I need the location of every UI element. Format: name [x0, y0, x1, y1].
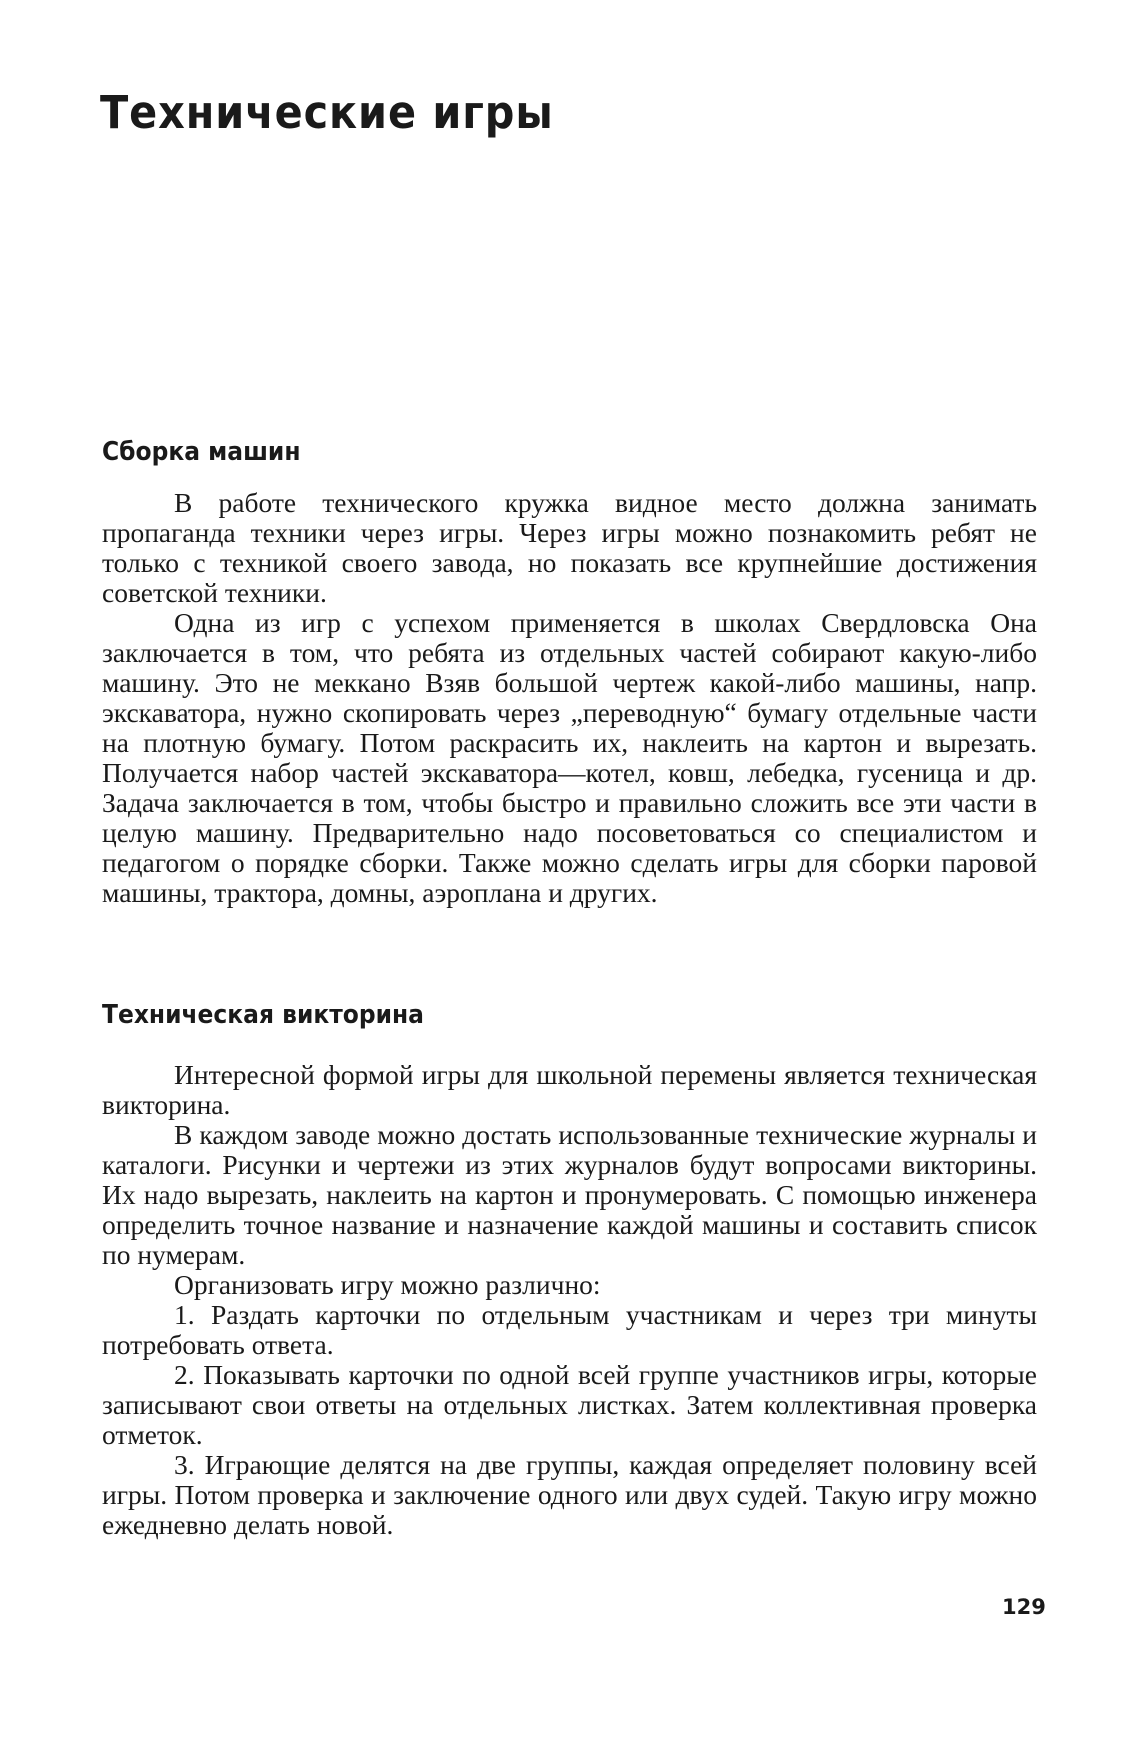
list-item: 1. Раздать карточки по отдельным участникам и через три минуты потребовать ответа.: [102, 1299, 1037, 1360]
paragraph: В работе технического кружка видное место должна занимать пропаганда техники через игры. Через игры можно познакомить ребят не только с техникой своего завода, но показать все крупнейшие достижения советской техники.: [102, 487, 1037, 608]
section-body-assembly: [102, 488, 1037, 908]
paragraph: Одна из игр с успехом применяется в школах Свердловска Она заключается в том, что ребята из отдельных частей собирают какую-либо машину. Это не меккано Взяв большой чертеж какой-либо машины, напр. экскаватора, нужно скопировать через „переводную“ бумагу отдельные части на плотную бумагу. Потом раскрасить их, наклеить на картон и вырезать. Получается набор частей экскаватора—котел, ковш, лебедка, гусеница и др. Задача заключается в том, чтобы быстро и правильно сложить все эти части в целую машину. Предварительно надо посоветоваться со специалистом и педагогом о порядке сборки. Также можно сделать игры для сборки паровой машины, трактора, домны, аэроплана и других.: [102, 607, 1037, 908]
paragraph: В каждом заводе можно достать использованные технические журналы и каталоги. Рисунки и чертежи из этих журналов будут вопросами викторины. Их надо вырезать, наклеить на картон и пронумеровать. С помощью инженера определить точное название и назначение каждой машины и составить список по нумерам.: [102, 1119, 1037, 1270]
section-title-quiz: Техническая викторина: [102, 1000, 424, 1030]
chapter-title: Технические игры: [100, 86, 554, 139]
list-item: 2. Показывать карточки по одной всей группе участников игры, которые записывают свои ответы на отдельных листках. Затем коллективная проверка отметок.: [102, 1359, 1037, 1450]
page-number: 129: [1002, 1595, 1046, 1619]
section-body-quiz: [102, 1060, 1037, 1540]
paragraph: Организовать игру можно различно:: [174, 1269, 601, 1300]
section-title-assembly: Сборка машин: [102, 437, 301, 467]
paragraph: Интересной формой игры для школьной перемены является техническая викторина.: [102, 1059, 1037, 1120]
list-item: 3. Играющие делятся на две группы, каждая определяет половину всей игры. Потом проверка и заключение одного или двух судей. Такую игру можно ежедневно делать новой.: [102, 1449, 1037, 1540]
